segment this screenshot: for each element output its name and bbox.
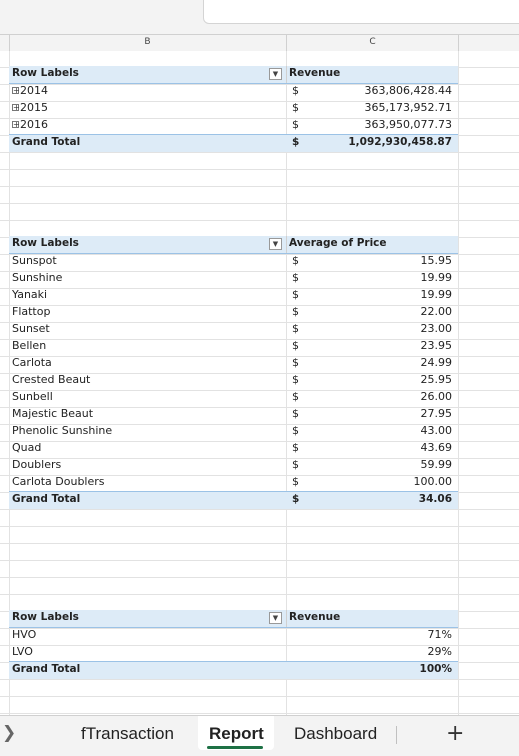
pivot2-header[interactable] [9,236,458,254]
dropdown-arrow-icon[interactable]: ▼ [269,612,282,624]
pivot3-row[interactable] [9,644,458,661]
pivot2-row[interactable] [9,321,458,338]
pivot2-row-label: Yanaki [12,288,48,301]
pivot2-header-label: Row Labels [12,237,79,249]
pivot2-row[interactable] [9,270,458,287]
pivot1-header-label: Row Labels [12,67,79,79]
pivot2-row-value: 23.95 [420,339,452,352]
pivot2-row-label: Crested Beaut [12,373,91,386]
currency-symbol: $ [292,424,299,437]
pivot2-row[interactable] [9,389,458,406]
formula-bar-area [0,0,519,34]
pivot2-row-label: Bellen [12,339,47,352]
expand-plus-icon[interactable]: + [13,86,20,95]
currency-symbol: $ [292,118,299,131]
pivot2-row-value: 27.95 [420,407,452,420]
pivot2-row-label: Sunset [12,322,50,335]
formula-input[interactable] [203,0,519,24]
currency-symbol: $ [292,84,299,97]
pivot2-row[interactable] [9,304,458,321]
pivot2-row-label: Carlota [12,356,52,369]
pivot2-row-value: 43.69 [420,441,452,454]
pivot3-row[interactable] [9,627,458,644]
pivot2-header-value: Average of Price [289,237,387,249]
pivot3-row-label: HVO [12,628,37,641]
pivot2-row[interactable] [9,355,458,372]
pivot1-grand-total[interactable] [9,134,458,152]
pivot2-row[interactable] [9,338,458,355]
pivot1-header-value: Revenue [289,67,341,79]
pivot2-row-value: 24.99 [420,356,452,369]
pivot2-row-value: 100.00 [413,475,452,488]
currency-symbol: $ [292,458,299,471]
pivot1-header[interactable] [9,66,458,84]
chevron-right-icon[interactable]: ❯ [2,723,17,743]
pivot2-row-label: Sunbell [12,390,53,403]
currency-symbol: $ [292,254,299,267]
currency-symbol: $ [292,407,299,420]
pivot2-row-value: 23.00 [420,322,452,335]
pivot2-row-value: 22.00 [420,305,452,318]
pivot2-row-value: 26.00 [420,390,452,403]
pivot1-row-value: 363,806,428.44 [364,84,452,97]
pivot1-row-label: 2016 [20,118,48,131]
currency-symbol: $ [292,288,299,301]
sheet-tab-report[interactable]: Report [209,724,264,743]
divider [286,66,287,83]
pivot1-row-value: 363,950,077.73 [364,118,452,131]
pivot2-row-label: Doublers [12,458,62,471]
pivot3-header-value: Revenue [289,611,341,623]
pivot3-header-label: Row Labels [12,611,79,623]
pivot2-row-value: 19.99 [420,288,452,301]
tab-divider [396,726,397,744]
currency-symbol: $ [292,271,299,284]
pivot2-row[interactable] [9,253,458,270]
divider [286,610,287,627]
expand-plus-icon[interactable]: + [13,120,20,129]
grand-total-label: Grand Total [12,493,81,505]
pivot2-row[interactable] [9,406,458,423]
currency-symbol: $ [292,322,299,335]
pivot2-row[interactable] [9,372,458,389]
pivot2-row-value: 19.99 [420,271,452,284]
currency-symbol: $ [292,101,299,114]
dropdown-arrow-icon[interactable]: ▼ [269,68,282,80]
currency-symbol: $ [292,305,299,318]
grid-line [458,51,459,715]
pivot1-row-value: 365,173,952.71 [364,101,452,114]
pivot2-row[interactable] [9,457,458,474]
pivot2-row-value: 15.95 [420,254,452,267]
pivot2-row-label: Sunspot [12,254,57,267]
grand-total-value: 1,092,930,458.87 [348,136,452,148]
sheet-tab-bar [0,715,519,756]
pivot2-row[interactable] [9,423,458,440]
pivot3-row-value: 71% [427,628,452,641]
pivot2-grand-total[interactable] [9,491,458,509]
pivot3-row-label: LVO [12,645,33,658]
column-header-d[interactable] [459,35,519,51]
pivot2-row[interactable] [9,287,458,304]
grand-total-label: Grand Total [12,663,81,675]
sheet-tab-ftransaction[interactable]: fTransaction [81,724,174,743]
grand-total-value: 34.06 [418,493,452,505]
pivot2-row-value: 25.95 [420,373,452,386]
pivot3-row-value: 29% [427,645,452,658]
plus-icon[interactable]: + [446,721,465,746]
grand-total-label: Grand Total [12,136,81,148]
pivot1-row[interactable] [9,117,458,134]
currency-symbol: $ [292,356,299,369]
sheet-tab-dashboard[interactable]: Dashboard [294,724,378,743]
column-header-bar [0,34,519,52]
active-tab-indicator [207,746,263,749]
pivot2-row-label: Sunshine [12,271,63,284]
pivot2-row[interactable] [9,440,458,457]
pivot1-row-label: 2015 [20,101,48,114]
currency-symbol: $ [292,475,299,488]
expand-plus-icon[interactable]: + [13,103,20,112]
pivot2-row-label: Carlota Doublers [12,475,105,488]
pivot2-row-label: Quad [12,441,42,454]
pivot1-row-label: 2014 [20,84,48,97]
pivot2-row[interactable] [9,474,458,491]
column-header-b[interactable]: B [9,35,287,51]
pivot2-row-value: 43.00 [420,424,452,437]
currency-symbol: $ [292,339,299,352]
currency-symbol: $ [292,441,299,454]
sort-filter-icon[interactable]: ▼ [269,238,282,250]
divider [286,236,287,253]
currency-symbol: $ [292,390,299,403]
pivot1-row[interactable] [9,100,458,117]
pivot2-row-value: 59.99 [420,458,452,471]
currency-symbol: $ [292,493,300,505]
pivot2-row-label: Flattop [12,305,51,318]
pivot2-row-label: Majestic Beaut [12,407,94,420]
pivot2-row-label: Phenolic Sunshine [12,424,113,437]
column-header-c[interactable]: C [287,35,459,51]
currency-symbol: $ [292,373,299,386]
pivot3-grand-total[interactable] [9,661,458,679]
currency-symbol: $ [292,136,300,148]
grand-total-value: 100% [419,663,452,675]
pivot1-row[interactable] [9,83,458,100]
pivot3-header[interactable] [9,610,458,628]
